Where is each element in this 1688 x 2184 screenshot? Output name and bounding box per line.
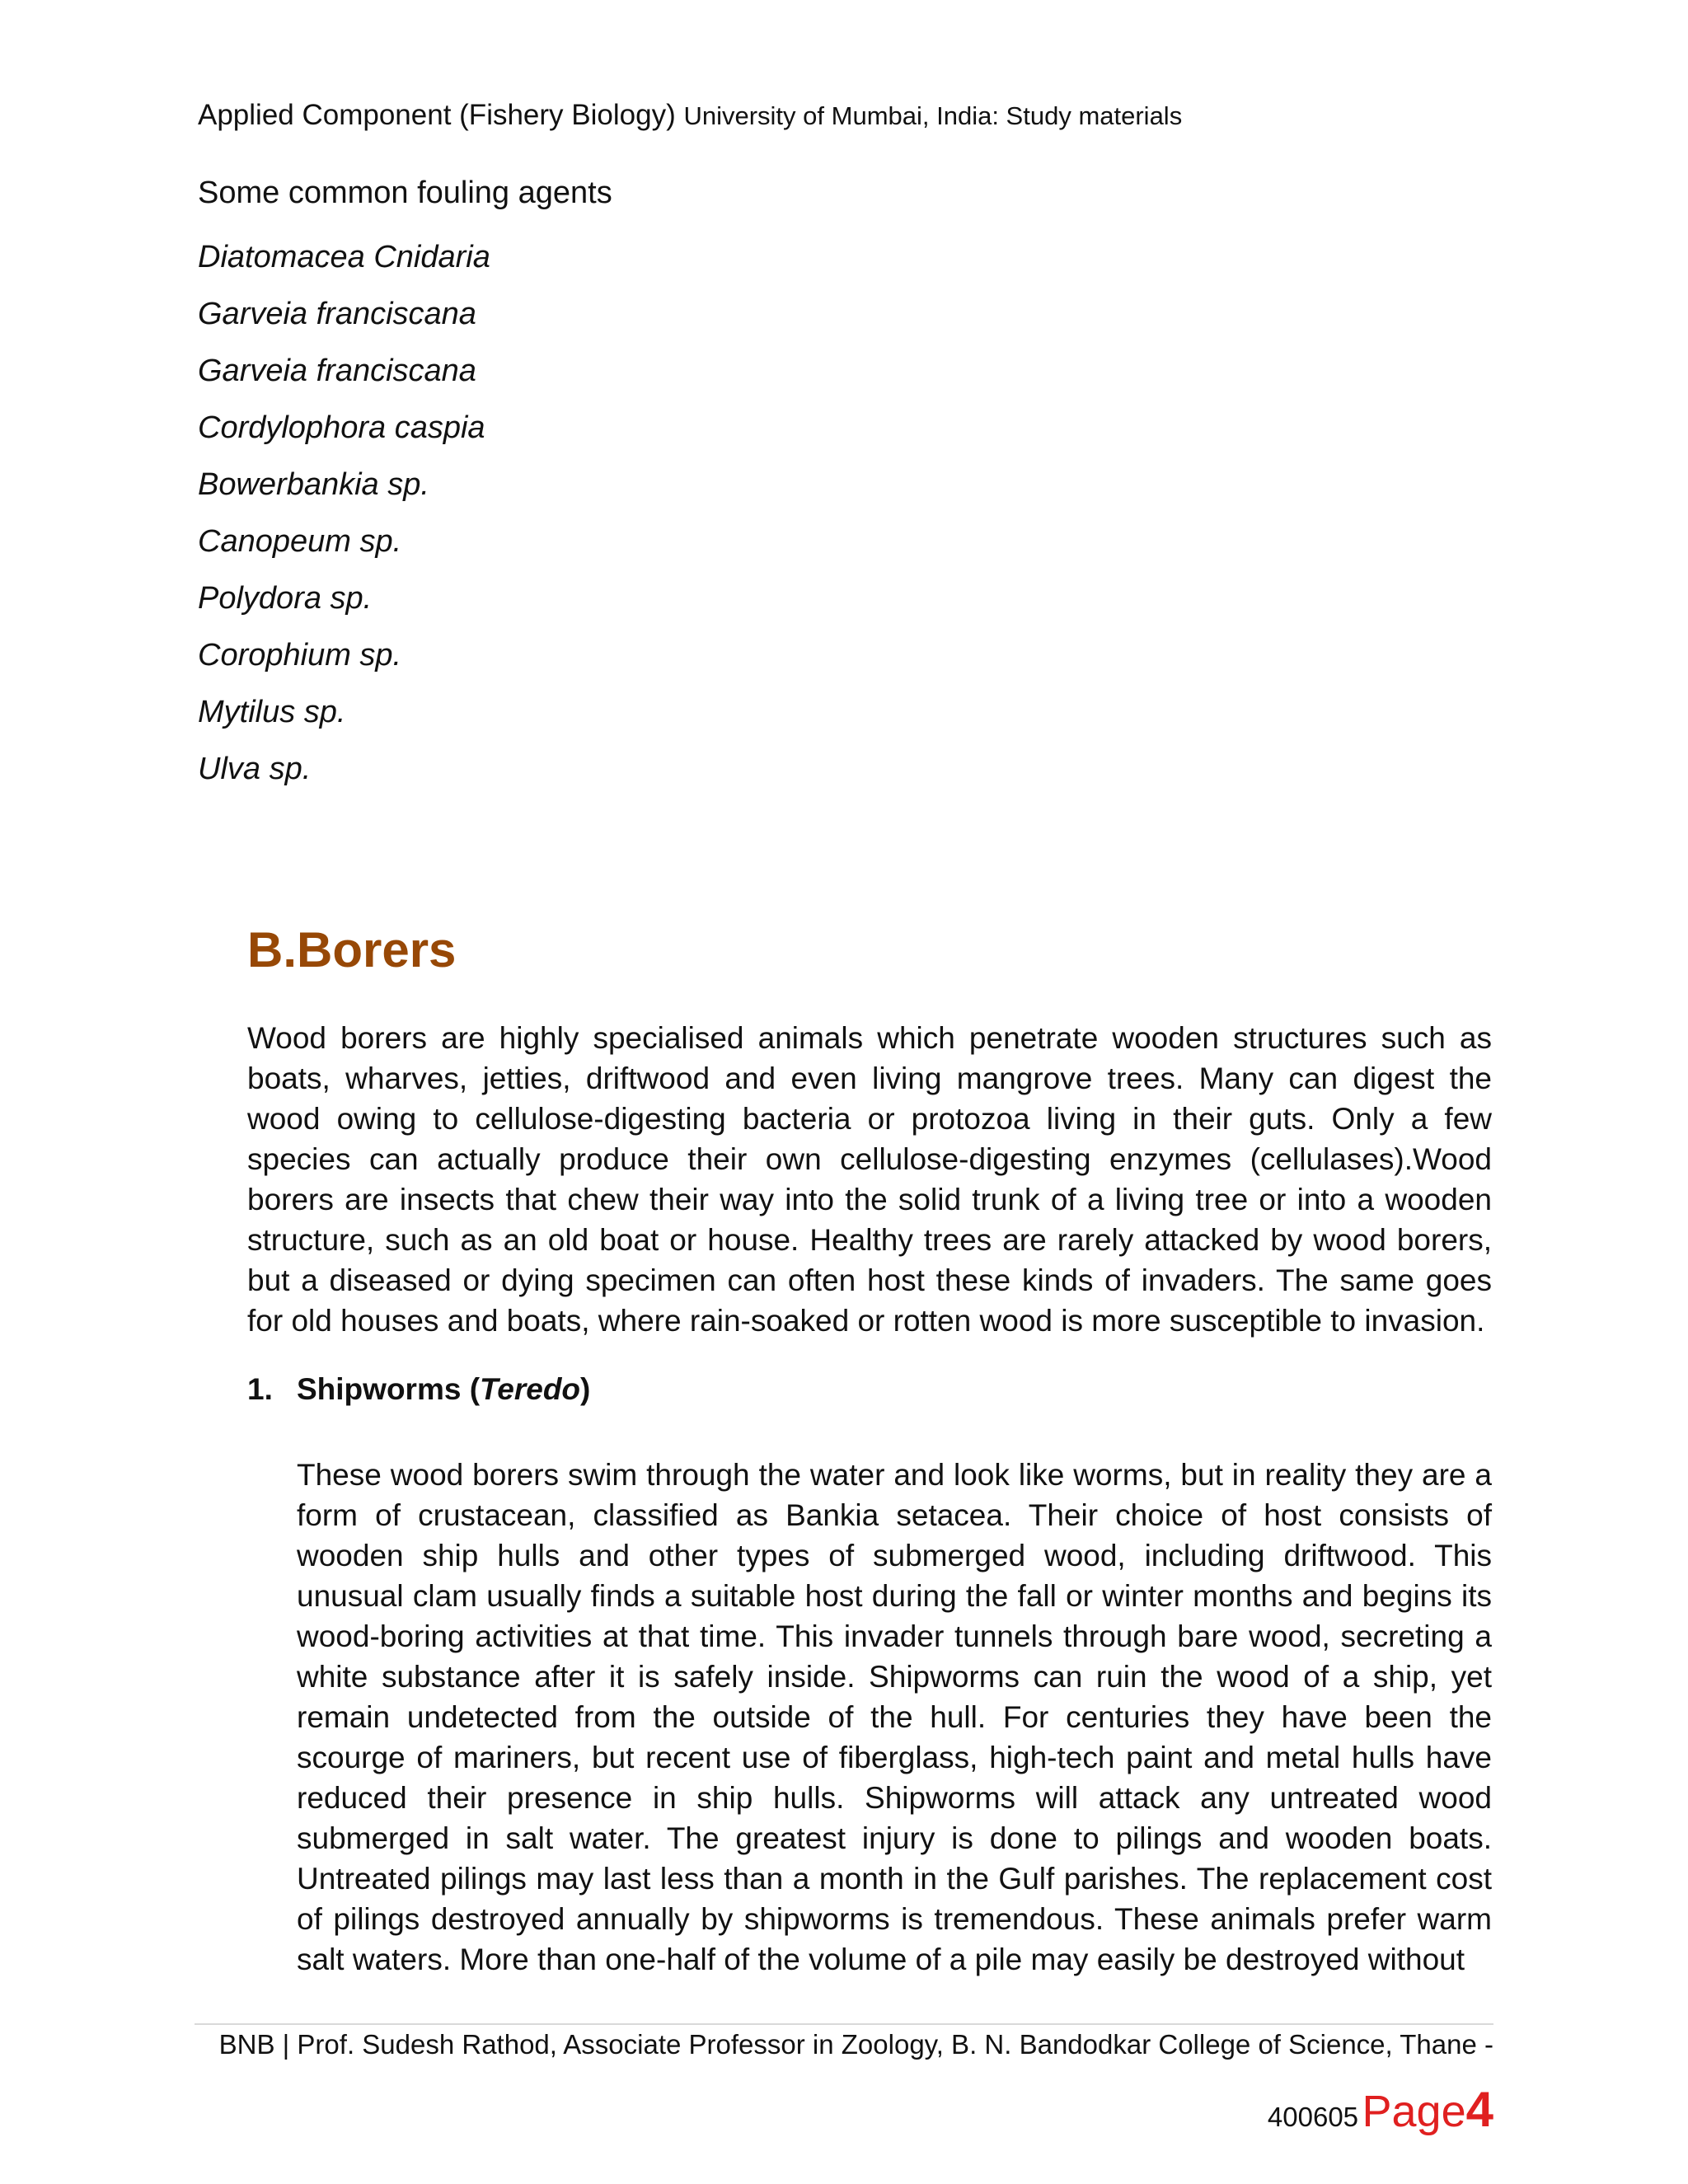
subsection-title-prefix: Shipworms ( [297,1372,481,1406]
subsection-heading [247,1372,590,1407]
subsection-title-suffix: ) [580,1372,591,1406]
page-header [198,99,1182,132]
species-item: Mytilus sp. [198,695,346,729]
shipworms-paragraph: These wood borers swim through the water and look like worms, but in reality they are a form of crustacean, classified as Bankia setacea. Their choice of host consists of wooden ship hulls and other types of submerged wood, including driftwood. This unusual clam usually finds a suitable host during the fall or winter months and begins its wood-boring activities at that time. This invader tunnels through bare wood, secreting a white substance after it is safely inside. Shipworms can ruin the wood of a ship, yet remain undetected from the outside of the hull. For centuries they have been the scourge of mariners, but recent use of fiberglass, high-tech paint and metal hulls have reduced their presence in ship hulls. Shipworms will attack any untreated wood submerged in salt water. The greatest injury is done to pilings and wooden boats. Untreated pilings may last less than a month in the Gulf parishes. The replacement cost of pilings destroyed annually by shipworms is tremendous. These animals prefer warm salt waters. More than one-half of the volume of a pile may easily be destroyed without [297,1458,1492,1976]
page-label: Page [1362,2087,1466,2136]
species-item: Garveia franciscana [198,354,476,388]
page-number: 4 [1465,2082,1493,2137]
header-university: University of Mumbai, India: Study materials [683,101,1183,130]
borers-paragraph: Wood borers are highly specialised animals which penetrate wooden structures such as boats, wharves, jetties, driftwood and even living mangrove trees. Many can digest the wood owing to cellulose-digesting bacteria or protozoa living in their guts. Only a few species can actually produce their own cellulose-digesting enzymes (cellulases).Wood borers are insects that chew their way into the solid trunk of a living tree or into a wooden structure, such as an old boat or house. Healthy trees are rarely attacked by wood borers, but a diseased or dying specimen can often host these kinds of invaders. The same goes for old houses and boats, where rain-soaked or rotten wood is more susceptible to invasion. [247,1021,1492,1338]
species-list [198,239,490,808]
species-item: Cordylophora caspia [198,410,485,445]
species-item: Bowerbankia sp. [198,467,429,502]
species-item: Garveia franciscana [198,297,476,331]
section-title: B.Borers [247,922,457,977]
species-item: Diatomacea Cnidaria [198,240,490,274]
footer-author: BNB | Prof. Sudesh Rathod, Associate Professor in Zoology, B. N. Bandodkar College of Science, Thane - [218,2029,1493,2060]
fouling-agents-intro: Some common fouling agents [198,176,612,210]
species-item: Corophium sp. [198,638,402,673]
footer-divider [195,2023,1493,2025]
species-item: Ulva sp. [198,752,312,786]
subsection-number: 1. [247,1372,273,1406]
footer-page [824,2081,1493,2138]
footer-postal-code: 400605 [1267,2102,1359,2132]
header-course: Applied Component (Fishery Biology) [198,99,676,131]
species-item: Polydora sp. [198,581,373,616]
species-item: Canopeum sp. [198,524,402,559]
subsection-title-genus: Teredo [480,1372,581,1406]
